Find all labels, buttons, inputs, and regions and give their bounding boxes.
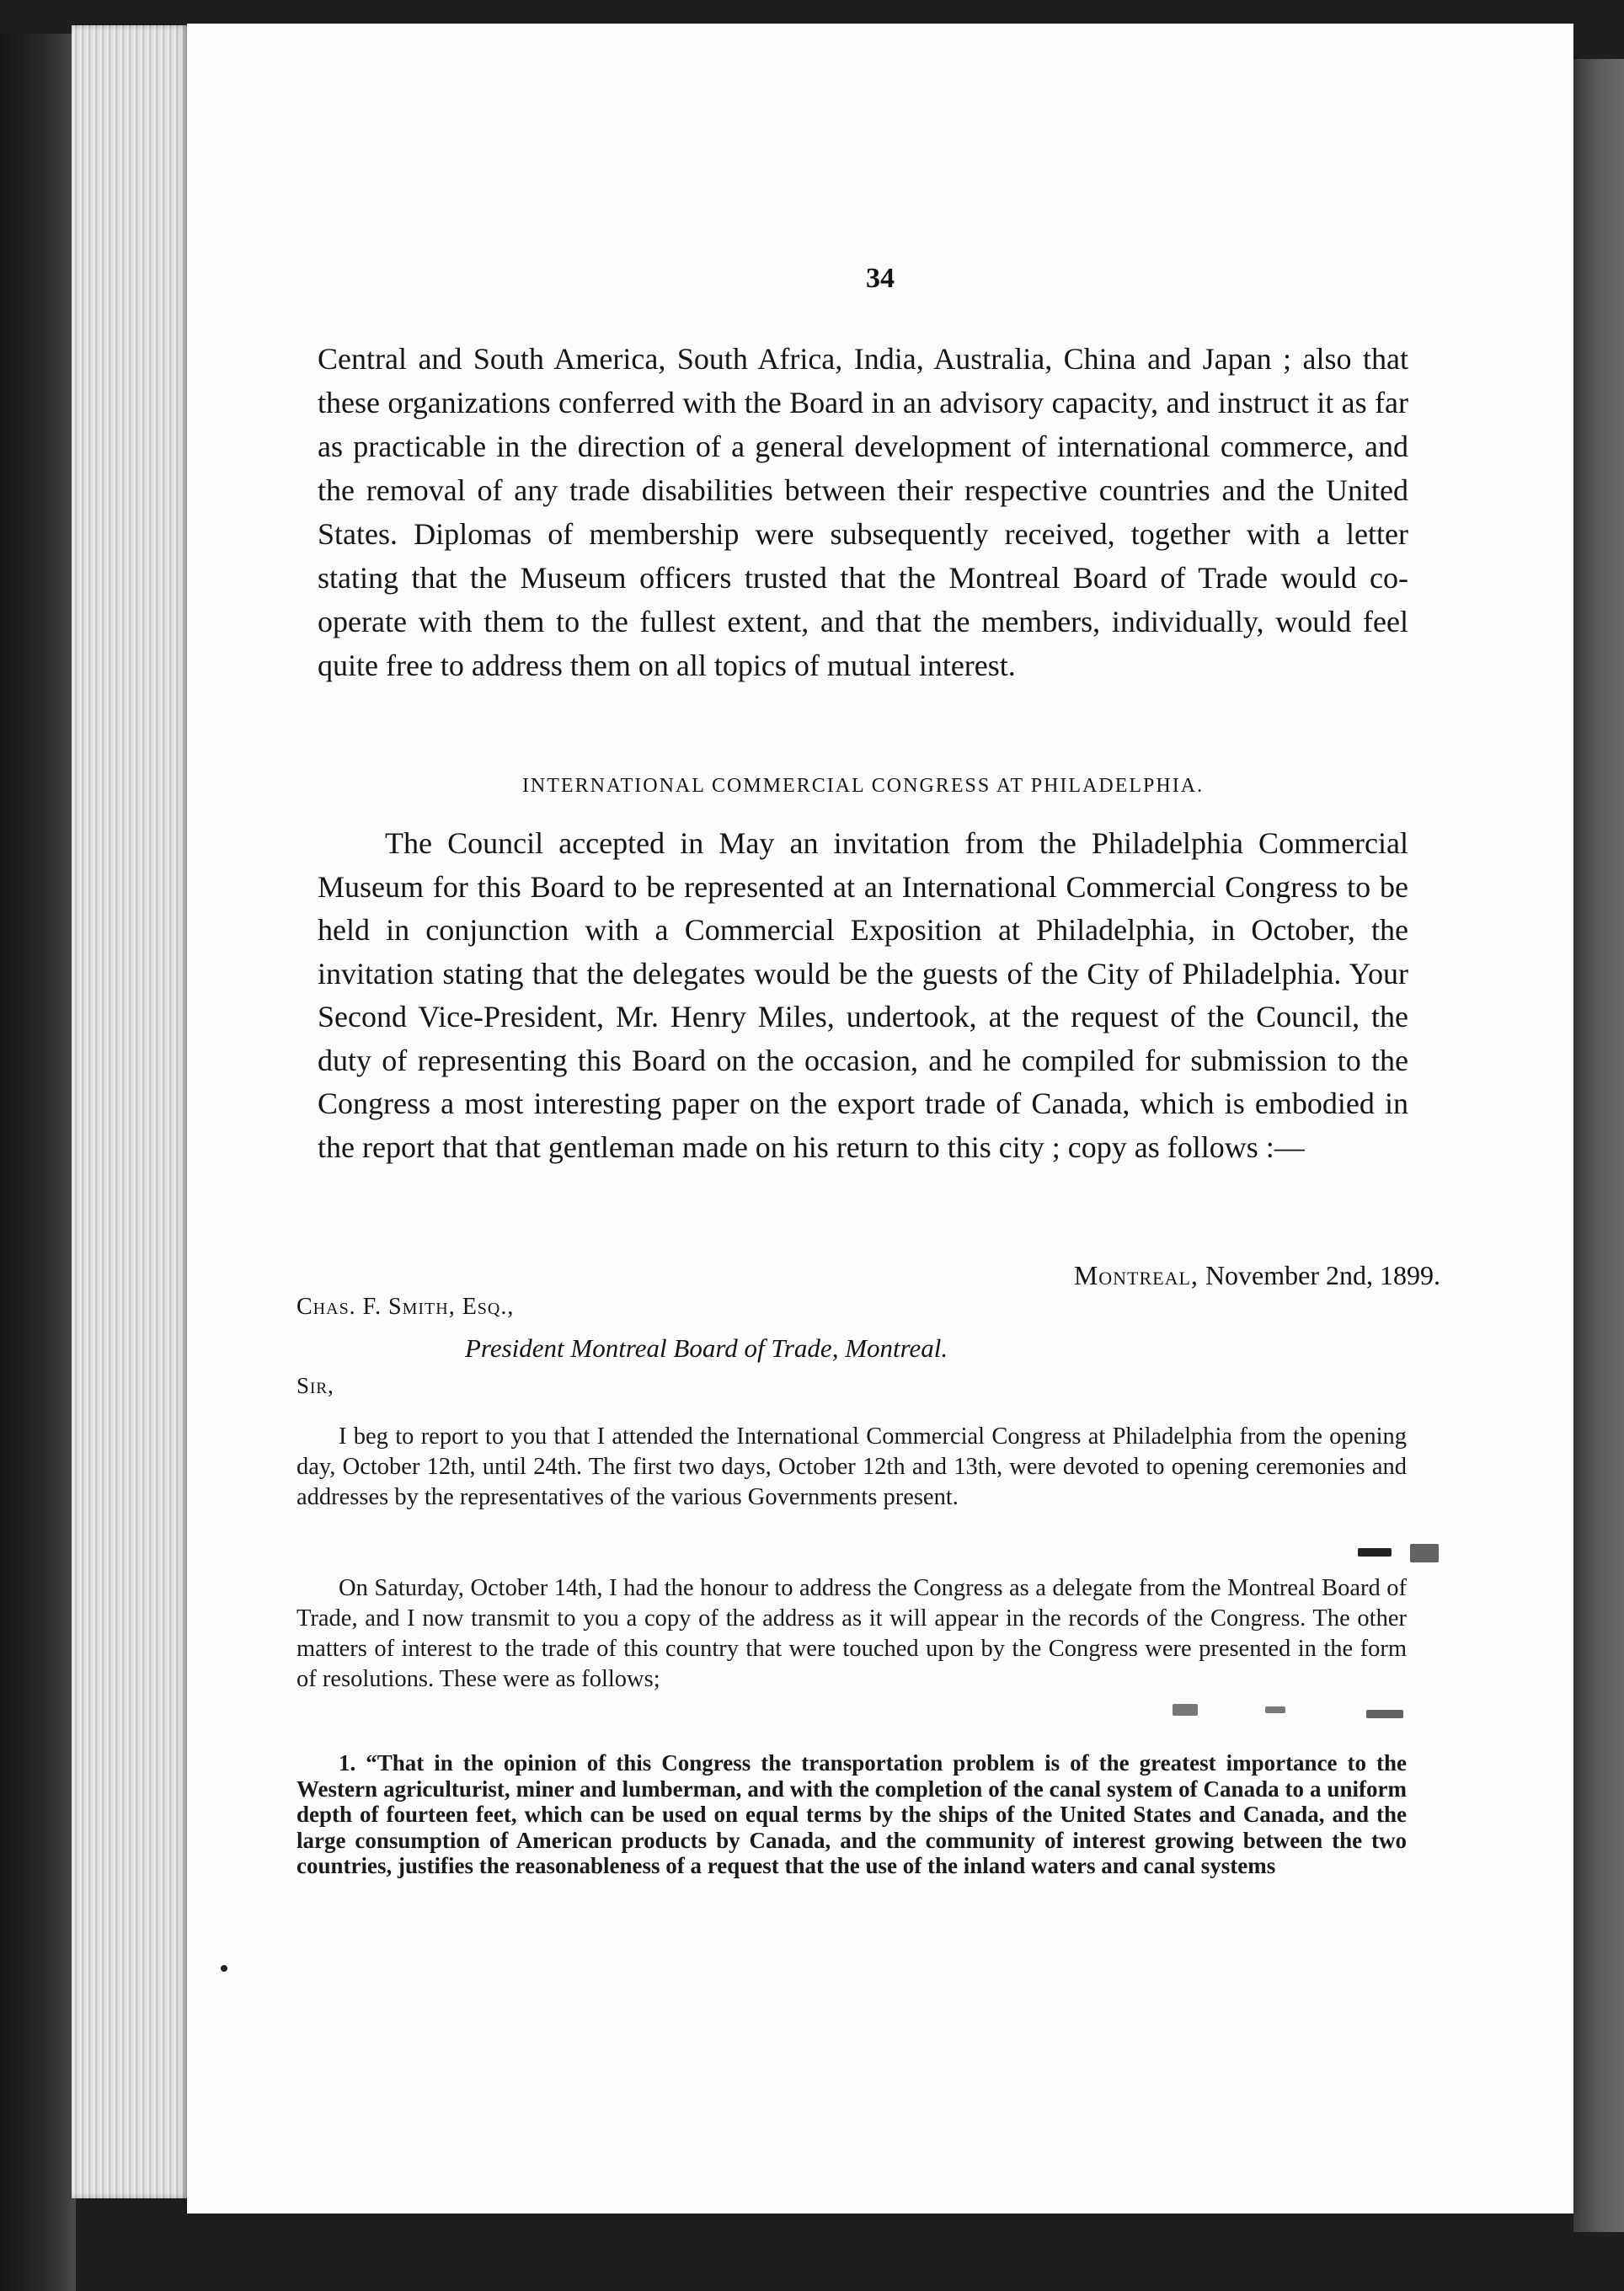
dateline-place: Montreal, — [1073, 1260, 1199, 1290]
dateline-date: November 2nd, 1899. — [1205, 1260, 1440, 1290]
book-page-edges — [72, 25, 190, 2198]
paragraph-continued: Central and South America, South Africa, India, Australia, China and Japan ; also that these organizations conferred with the Board in an advisory capacity, and instruct it as far as practicable in the direction of a general development of international commerce, and the removal of any trade disabilities between their respective countries and the United States. Diplomas of membership were subsequently received, together with a letter stating that the Museum officers trusted that the Montreal Board of Trade would co-operate with them to the fullest extent, and that the members, individually, would feel quite free to address them on all topics of mutual interest. — [318, 342, 1408, 682]
letter-paragraph-2: On Saturday, October 14th, I had the honour to address the Congress as a delegate from the Montreal Board of Trade, and I now transmit to you a copy of the address as it will appear in the records of the Congress. The other matters of interest to the trade of this country that were touched upon by the Congress were presented in the form of resolutions. These were as follows; — [296, 1575, 1407, 1692]
book-page — [187, 24, 1573, 2214]
letter-dateline — [1074, 1260, 1440, 1291]
paragraph-congress-invitation: The Council accepted in May an invitation from the Philadelphia Commercial Museum for this Board to be represented at an International Commercial Congress to be held in conjunction with a Commercial Exposition at Philadelphia, in October, the invitation stating that the delegates would be the guests of the City of Philadelphia. Your Second Vice-President, Mr. Henry Miles, undertook, at the request of the Council, the duty of representing this Board on the occasion, and he compiled for submission to the Congress a most interesting paper on the export trade of Canada, which is embodied in the report that that gentleman made on his return to this city ; copy as follows :— — [318, 826, 1408, 1164]
letter-addressee: Chas. F. Smith, Esq., — [296, 1294, 515, 1320]
section-heading: INTERNATIONAL COMMERCIAL CONGRESS AT PHILADELPHIA. — [521, 775, 1205, 797]
letter-resolution-1: 1. “That in the opinion of this Congress the transportation problem is of the greatest importance to the Western agriculturist, miner and lumberman, and with the completion of the canal system of Canada to a uniform depth of fourteen feet, which can be used on equal terms by the ships of the United States and Canada, and the large consumption of American products by Canada, and the community of interest growing between the two countries, justifies the reasonableness of a request that the use of the inland waters and canal systems — [296, 1750, 1407, 1878]
scan-dark-margin-right — [1573, 59, 1624, 2232]
letter-addressee-title: President Montreal Board of Trade, Montreal. — [465, 1333, 948, 1363]
scan-dark-margin-left — [0, 34, 76, 2291]
letter-salutation: Sir, — [296, 1373, 334, 1398]
letter-paragraph-1: I beg to report to you that I attended the International Commercial Congress at Philadelphia from the opening day, October 12th, until 24th. The first two days, October 12th and 13th, were devoted to opening ceremonies and addresses by the representatives of the various Governments present. — [296, 1423, 1407, 1510]
page-number: 34 — [866, 263, 895, 294]
